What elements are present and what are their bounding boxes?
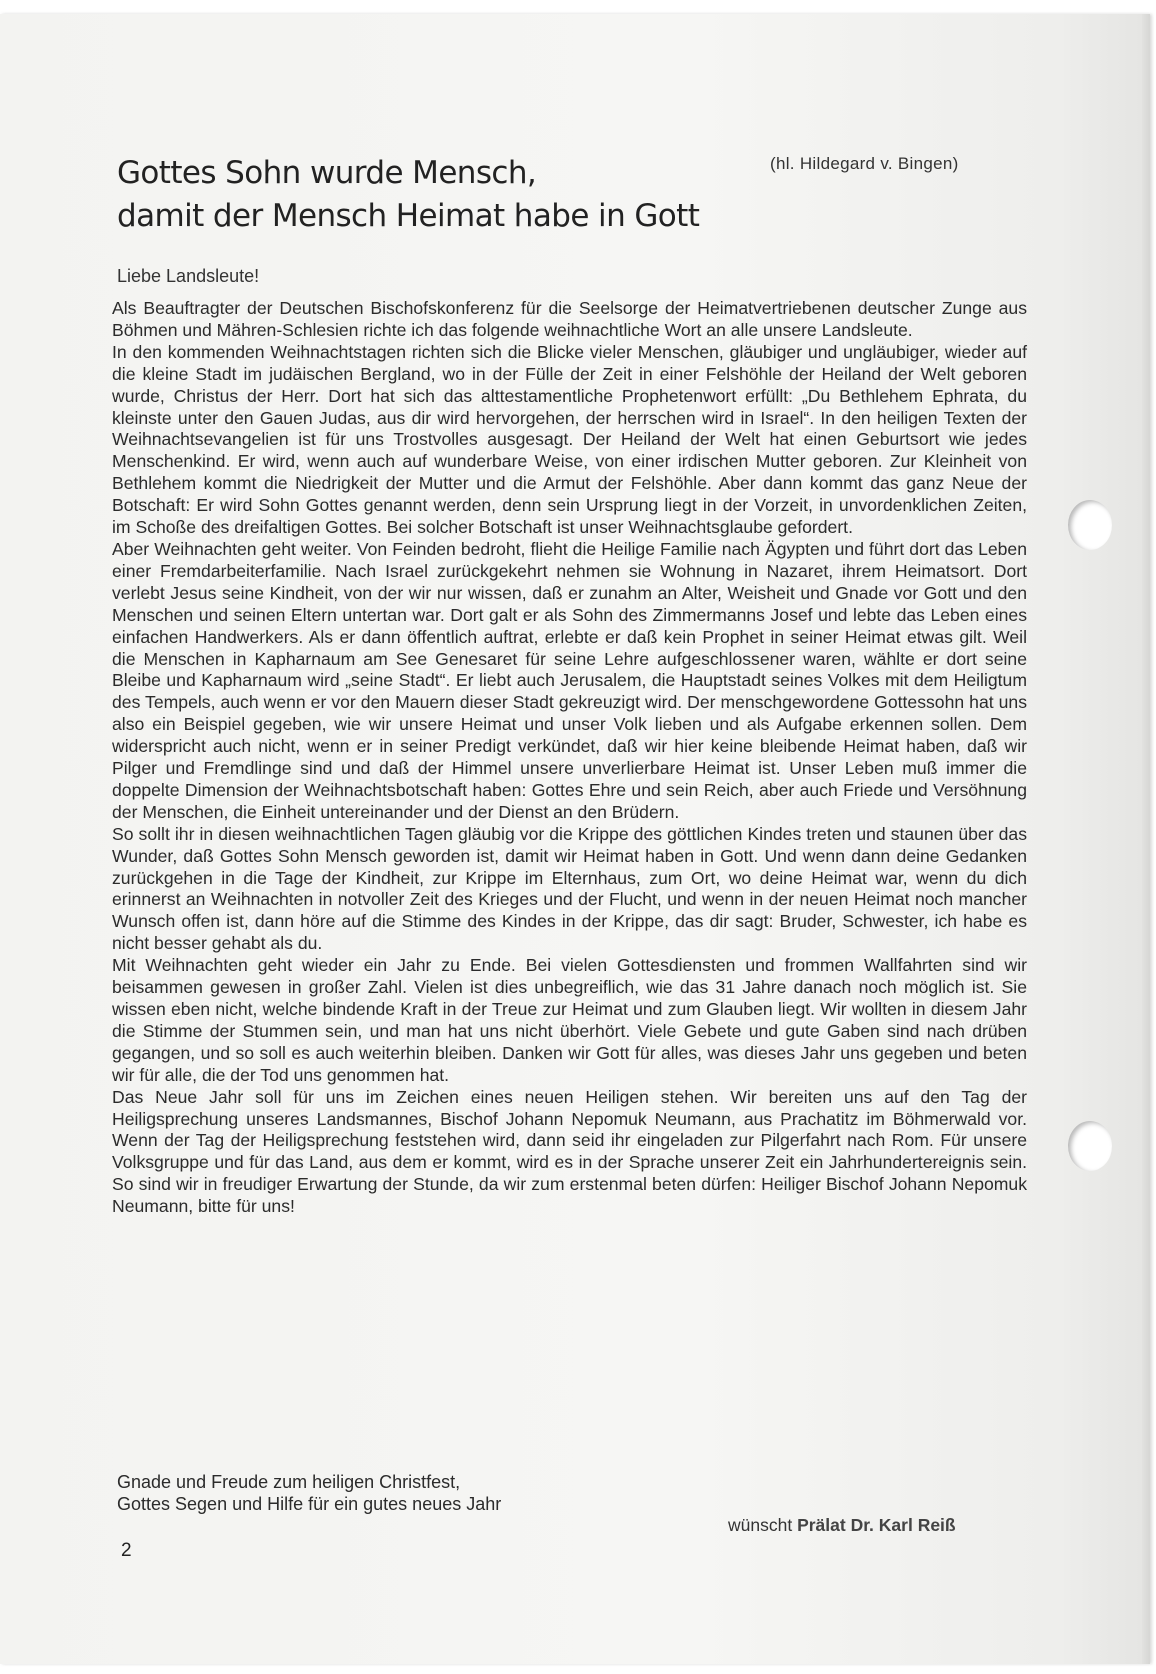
closing-line-1: Gnade und Freude zum heiligen Christfest,: [117, 1472, 461, 1492]
punch-hole-upper: [1068, 500, 1112, 550]
letter-body: [112, 298, 1027, 1218]
page-edge: [1142, 14, 1150, 1664]
closing-greeting: [117, 1471, 501, 1515]
page-number: 2: [121, 1540, 132, 1561]
paragraph: Das Neue Jahr soll für uns im Zeichen eines neuen Heiligen stehen. Wir bereiten uns auf den Tag der Heiligsprechung unseres Landsmannes, Bischof Johann Nepomuk Neumann, aus Prachatitz im Böhmerwald vor. Wenn der Tag der Heiligsprechung feststehen wird, dann seid ihr eingeladen zur Pilgerfahrt nach Rom. Für unsere Volksgruppe und für das Land, aus dem er kommt, wird es in der Sprache unserer Zeit ein Jahrhundertereignis sein. So sind wir in freudiger Erwartung der Stunde, da wir zum erstenmal beten dürfen: Heiliger Bischof Johann Nepomuk Neumann, bitte für uns!: [112, 1086, 1027, 1217]
page-title: [117, 152, 699, 238]
closing-line-2: Gottes Segen und Hilfe für ein gutes neues Jahr: [117, 1494, 502, 1514]
paragraph: In den kommenden Weihnachtstagen richten sich die Blicke vieler Menschen, gläubiger und ungläubiger, wieder auf die kleine Stadt im judäischen Bergland, wo in der Fülle der Zeit in einer Felshöhle der Heiland der Welt geboren wurde, Christus der Herr. Dort hat sich das alttestamentliche Prophetenwort erfüllt: „Du Bethlehem Ephrata, du kleinste unter den Gauen Judas, aus dir wird hervorgehen, der herrschen wird in Israel“. In den heiligen Texten der Weihnachtsevangelien ist für uns Trostvolles ausgesagt. Der Heiland der Welt hat einen Geburtsort wie jedes Menschenkind. Er wird, wenn auch auf wunderbare Weise, von einer irdischen Mutter geboren. Zur Kleinheit von Bethlehem kommt die Niedrigkeit der Mutter und die Armut der Felshöhle. Aber dann kommt das ganz Neue der Botschaft: Er wird Sohn Gottes genannt werden, denn sein Ursprung liegt in der Vorzeit, in unvordenklichen Zeiten, im Schoße des dreifaltigen Gottes. Bei solcher Botschaft ist unser Weihnachtsglaube gefordert.: [112, 341, 1027, 538]
title-line-1: Gottes Sohn wurde Mensch,: [117, 155, 537, 191]
paragraph: Mit Weihnachten geht wieder ein Jahr zu Ende. Bei vielen Gottesdiensten und frommen Wallfahrten sind wir beisammen gewesen in großer Zahl. Vielen ist dies unbegreiflich, wie das 31 Jahre danach noch möglich ist. Sie wissen eben nicht, welche bindende Kraft in der Treue zur Heimat und zum Glauben liegt. Wir wollten in diesem Jahr die Stimme der Stummen sein, und man hat uns nicht überhört. Viele Gebete und gute Gaben sind nach drüben gegangen, und so soll es auch weiterhin bleiben. Danken wir Gott für alles, was dieses Jahr uns gegeben und beten wir für alle, die der Tod uns genommen hat.: [112, 955, 1027, 1085]
punch-hole-lower: [1068, 1121, 1112, 1171]
title-line-2: damit der Mensch Heimat habe in Gott: [117, 198, 700, 234]
paragraph: Aber Weihnachten geht weiter. Von Feinden bedroht, flieht die Heilige Familie nach Ägypten und führt dort das Leben einer Fremdarbeiterfamilie. Nach Israel zurückgekehrt nehmen sie Wohnung in Nazaret, ihrem Heimatsort. Dort verlebt Jesus seine Kindheit, von der wir nur wissen, daß er zunahm an Alter, Weisheit und Gnade vor Gott und den Menschen und seinen Eltern untertan war. Dort galt er als Sohn des Zimmermanns Josef und lebte das Leben eines einfachen Handwerkers. Als er dann öffentlich auftrat, erlebte er daß kein Prophet in seiner Heimat etwas gilt. Weil die Menschen in Kapharnaum am See Genesaret für seine Lehre aufgeschlossener waren, wählte er dort seine Bleibe und Kapharnaum wird „seine Stadt“. Er liebt auch Jerusalem, die Hauptstadt seines Volkes mit dem Heiligtum des Tempels, auch wenn er vor den Mauern dieser Stadt gekreuzigt wird. Der menschgewordene Gottessohn hat uns also ein Beispiel gegeben, wie wir unsere Heimat und unser Volk lieben und als Aufgabe erkennen sollen. Dem widerspricht auch nicht, wenn er in seiner Predigt verkündet, daß wir hier keine bleibende Heimat haben, daß wir Pilger und Fremdlinge sind und daß der Himmel unsere unverlierbare Heimat ist. Unser Leben muß immer die doppelte Dimension der Weihnachtsbotschaft haben: Gottes Ehre und sein Reich, aber auch Friede und Versöhnung der Menschen, die Einheit untereinander und der Dienst an den Brüdern.: [112, 538, 1027, 822]
paragraph: So sollt ihr in diesen weihnachtlichen Tagen gläubig vor die Krippe des göttlichen Kindes treten und staunen über das Wunder, daß Gottes Sohn Mensch geworden ist, damit wir Heimat haben in Gott. Und wenn dann deine Gedanken zurückgehen in die Tage der Kindheit, zur Krippe im Elternhaus, zum Ort, wo deine Heimat war, wenn du dich erinnerst an Weihnachten in notvoller Zeit des Krieges und der Flucht, und wenn in der neuen Heimat noch mancher Wunsch offen ist, dann höre auf die Stimme des Kindes in der Krippe, das dir sagt: Bruder, Schwester, ich habe es nicht besser gehabt als du.: [112, 823, 1027, 954]
signature-line: [728, 1515, 956, 1536]
salutation: Liebe Landsleute!: [117, 266, 260, 286]
paragraph: Als Beauftragter der Deutschen Bischofskonferenz für die Seelsorge der Heimatvertriebenen deutscher Zunge aus Böhmen und Mähren-Schlesien richte ich das folgende weihnachtliche Wort an alle unsere Landsleute.: [112, 298, 1027, 340]
signoff-prefix: wünscht: [728, 1515, 793, 1535]
quote-attribution: (hl. Hildegard v. Bingen): [770, 154, 959, 173]
author-name: Prälat Dr. Karl Reiß: [797, 1515, 956, 1535]
